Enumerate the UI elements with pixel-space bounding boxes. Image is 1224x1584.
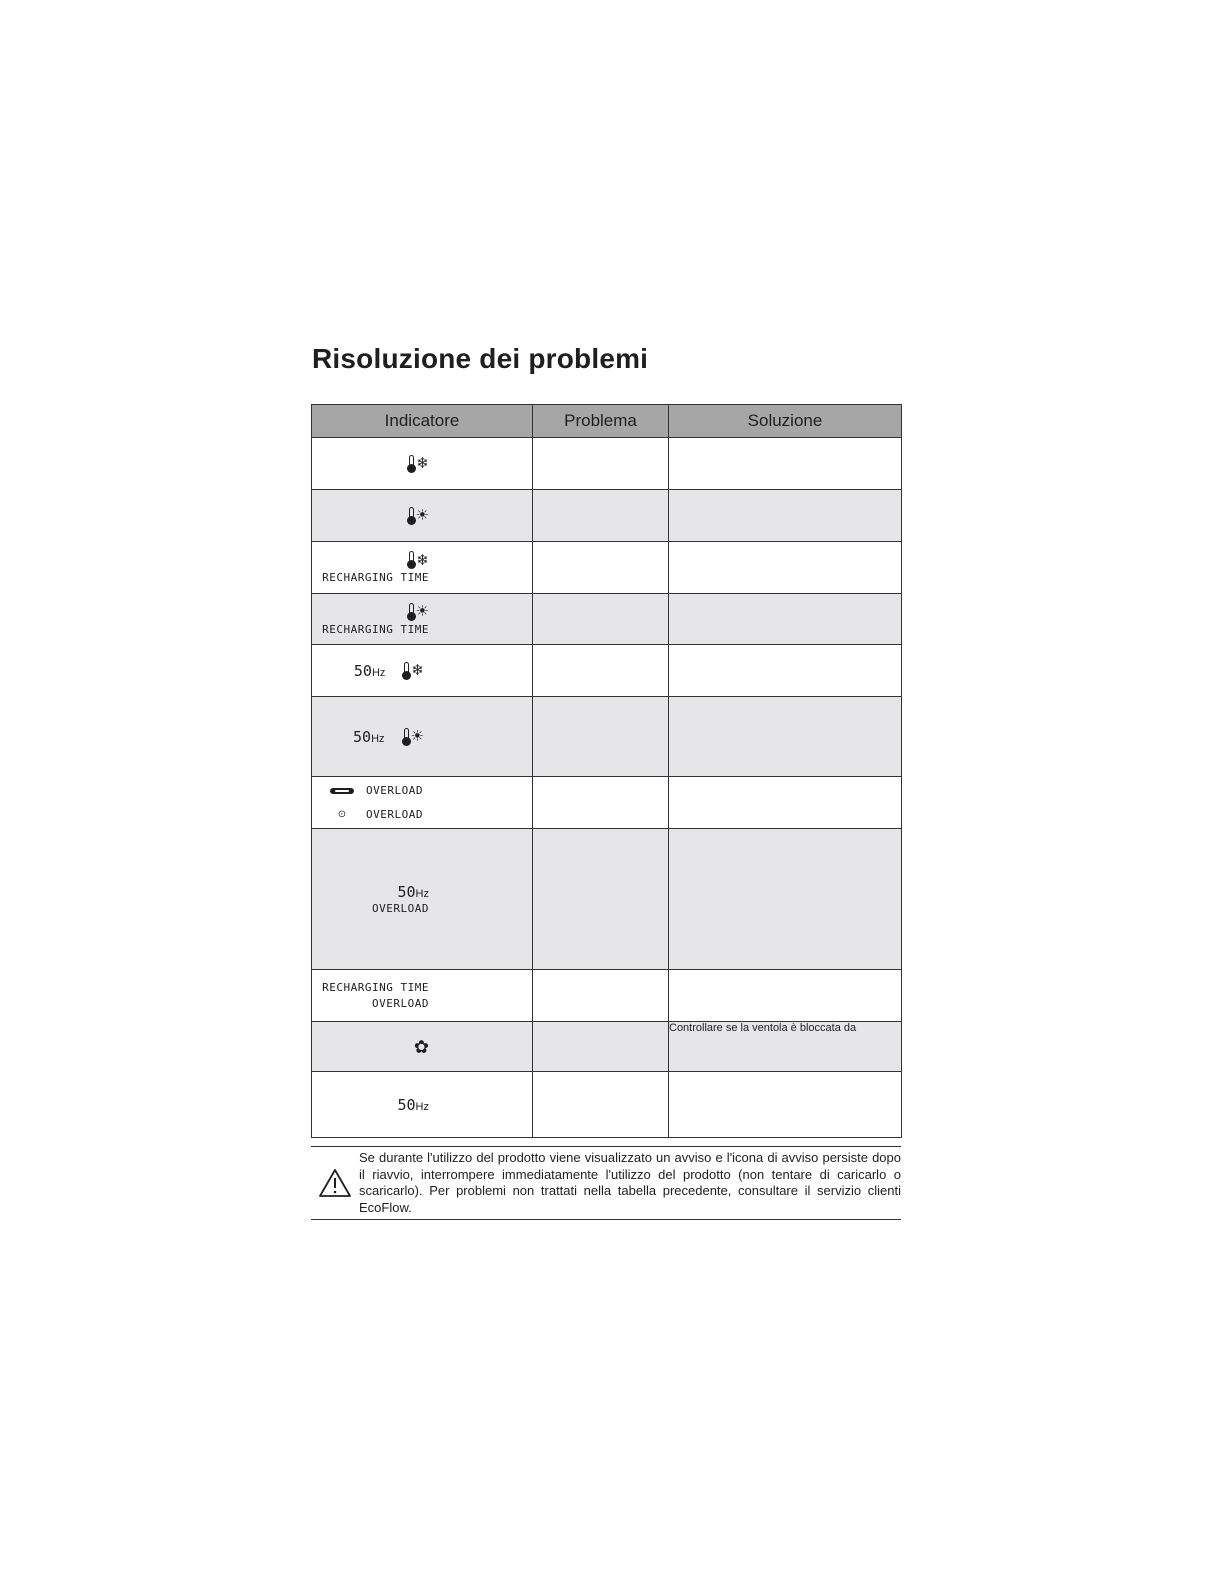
snowflake-icon: ❄ [416, 551, 429, 569]
solution-cell [669, 777, 902, 829]
frequency-indicator: 50Hz [397, 1095, 429, 1114]
solution-cell [669, 490, 902, 542]
solution-cell [669, 697, 902, 777]
solution-cell [669, 542, 902, 594]
problem-cell [533, 645, 669, 697]
solution-cell [669, 645, 902, 697]
solution-cell [669, 970, 902, 1022]
usb-overload-indicator [312, 779, 532, 803]
indicator-cell [312, 490, 533, 542]
page-title: Risoluzione dei problemi [312, 343, 649, 374]
high-temp-indicator [408, 603, 429, 621]
low-temp-indicator [403, 662, 424, 680]
table-header-row [312, 405, 902, 438]
indicator-cell [312, 777, 533, 829]
thermometer-icon [408, 603, 415, 621]
low-temp-indicator [408, 455, 429, 473]
table-row [312, 645, 902, 697]
problem-cell [533, 1072, 669, 1138]
thermometer-icon [408, 455, 415, 473]
indicator-cell [312, 1022, 533, 1072]
indicator-cell [312, 829, 533, 970]
indicator-cell [312, 1072, 533, 1138]
overload-label: OVERLOAD [372, 997, 429, 1010]
frequency-indicator: 50Hz [353, 727, 385, 746]
indicator-cell [312, 697, 533, 777]
table-row [312, 970, 902, 1022]
indicator-cell [312, 594, 533, 645]
table-row [312, 1072, 902, 1138]
thermometer-icon [403, 662, 410, 680]
indicator-cell [312, 542, 533, 594]
indicator-cell [312, 645, 533, 697]
overload-label: OVERLOAD [372, 902, 429, 915]
problem-cell [533, 542, 669, 594]
table-row [312, 438, 902, 490]
thermometer-icon [403, 728, 410, 746]
low-temp-indicator [408, 551, 429, 569]
solution-cell [669, 594, 902, 645]
sun-icon: ☀ [415, 507, 429, 524]
snowflake-icon: ❄ [411, 662, 424, 679]
table-row [312, 594, 902, 645]
problem-cell [533, 697, 669, 777]
dc-port-icon: ⊙ [337, 809, 347, 820]
problem-cell [533, 1022, 669, 1072]
fan-icon: ✿ [413, 1036, 429, 1057]
problem-cell [533, 970, 669, 1022]
table-row [312, 829, 902, 970]
indicator-cell [312, 438, 533, 490]
recharging-time-label: RECHARGING TIME [322, 571, 429, 584]
usb-c-port-icon [330, 788, 354, 794]
overload-label: OVERLOAD [366, 784, 423, 797]
table-row [312, 1022, 902, 1072]
table-row [312, 490, 902, 542]
problem-cell [533, 438, 669, 490]
frequency-indicator: 50Hz [353, 661, 386, 680]
solution-cell [669, 1072, 902, 1138]
thermometer-icon [408, 507, 415, 525]
frequency-indicator: 50Hz [397, 883, 429, 901]
warning-triangle-icon [318, 1168, 352, 1198]
header-soluzione: Soluzione [669, 405, 902, 438]
overload-label: OVERLOAD [366, 808, 423, 821]
warning-text: Se durante l'utilizzo del prodotto viene visualizzato un avviso e l'icona di avviso persiste dopo il riavvio, interrompere immediatamente l'utilizzo del prodotto (non tentare di caricarlo o scaricarlo). Per problemi non trattati nella tabella precedente, consultare il servizio clienti EcoFlow. [359, 1150, 901, 1215]
solution-cell [669, 829, 902, 970]
problem-cell [533, 777, 669, 829]
table-row [312, 542, 902, 594]
thermometer-icon [408, 551, 415, 569]
recharging-time-label: RECHARGING TIME [322, 622, 429, 636]
recharging-time-label: RECHARGING TIME [322, 981, 429, 994]
sun-icon: ☀ [410, 728, 424, 745]
sun-icon: ☀ [415, 603, 429, 620]
high-temp-indicator [408, 507, 429, 525]
high-temp-indicator [403, 728, 424, 746]
snowflake-icon: ❄ [416, 455, 429, 472]
table-row [312, 777, 902, 829]
solution-cell: Controllare se la ventola è bloccata da [669, 1022, 902, 1072]
problem-cell [533, 829, 669, 970]
table-row [312, 697, 902, 777]
solution-cell [669, 438, 902, 490]
dc-overload-indicator [312, 803, 532, 827]
header-indicatore: Indicatore [312, 405, 533, 438]
warning-notice [311, 1146, 901, 1220]
header-problema: Problema [533, 405, 669, 438]
troubleshooting-table [311, 404, 902, 1138]
indicator-cell [312, 970, 533, 1022]
problem-cell [533, 490, 669, 542]
problem-cell [533, 594, 669, 645]
